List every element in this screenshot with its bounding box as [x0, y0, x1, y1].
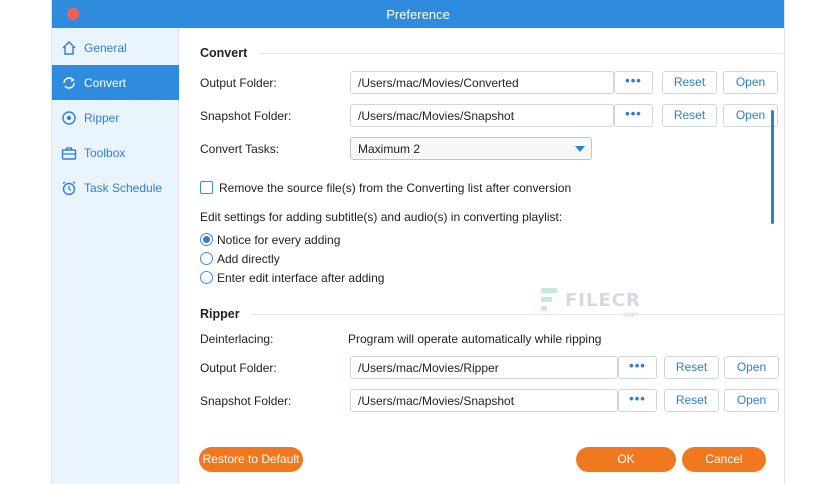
chevron-down-icon: [575, 146, 585, 152]
watermark-text: FILECR: [565, 289, 641, 311]
sidebar-item-convert[interactable]: [52, 65, 179, 100]
radio-label: Notice for every adding: [217, 233, 341, 247]
sidebar-item-task-schedule[interactable]: [52, 170, 179, 205]
convert-output-open-button[interactable]: Open: [723, 71, 778, 94]
deinterlacing-value: Program will operate automatically while ripping: [348, 332, 602, 346]
radio-notice-every-adding[interactable]: [200, 233, 213, 246]
title-bar: [52, 0, 784, 28]
convert-snapshot-field[interactable]: /Users/mac/Movies/Snapshot: [350, 104, 614, 127]
filecr-logo-icon: [537, 286, 559, 314]
ripper-snapshot-browse-button[interactable]: •••: [618, 389, 657, 412]
ok-button[interactable]: OK: [576, 447, 676, 472]
section-divider: [259, 53, 783, 54]
convert-snapshot-browse-button[interactable]: •••: [614, 104, 653, 127]
home-icon: [60, 39, 78, 57]
convert-output-label: Output Folder:: [200, 76, 277, 90]
radio-add-directly[interactable]: [200, 252, 213, 265]
deinterlacing-label: Deinterlacing:: [200, 332, 274, 346]
ripper-output-open-button[interactable]: Open: [724, 356, 779, 379]
sidebar-item-label: Ripper: [84, 110, 120, 125]
remove-source-label: Remove the source file(s) from the Converting list after conversion: [219, 181, 572, 195]
sidebar-item-general[interactable]: [52, 30, 179, 65]
preference-window: [51, 0, 785, 484]
sidebar-item-label: Task Schedule: [84, 180, 163, 195]
settings-panel: [179, 28, 784, 484]
remove-source-checkbox[interactable]: [200, 181, 213, 194]
clock-icon: [60, 179, 78, 197]
convert-tasks-label: Convert Tasks:: [200, 142, 280, 156]
ripper-output-label: Output Folder:: [200, 361, 277, 375]
radio-enter-edit-interface[interactable]: [200, 271, 213, 284]
ripper-output-reset-button[interactable]: Reset: [664, 356, 719, 379]
convert-icon: [60, 74, 78, 92]
convert-snapshot-label: Snapshot Folder:: [200, 109, 292, 123]
restore-default-button[interactable]: Restore to Default: [199, 447, 303, 472]
convert-snapshot-open-button[interactable]: Open: [723, 104, 778, 127]
watermark: [537, 286, 641, 319]
ripper-output-field[interactable]: /Users/mac/Movies/Ripper: [350, 356, 618, 379]
sidebar-item-ripper[interactable]: [52, 100, 179, 135]
window-title: Preference: [386, 7, 450, 22]
convert-output-field[interactable]: /Users/mac/Movies/Converted: [350, 71, 614, 94]
sidebar-item-toolbox[interactable]: [52, 135, 179, 170]
ripper-snapshot-label: Snapshot Folder:: [200, 394, 292, 408]
ripper-section-title: Ripper: [200, 307, 240, 321]
edit-settings-label: Edit settings for adding subtitle(s) and audio(s) in converting playlist:: [200, 210, 563, 224]
watermark-suffix: .com: [621, 310, 639, 319]
section-divider: [251, 314, 783, 315]
cancel-button[interactable]: Cancel: [682, 447, 766, 472]
ripper-icon: [60, 109, 78, 127]
radio-label: Enter edit interface after adding: [217, 271, 385, 285]
scrollbar[interactable]: [771, 110, 774, 224]
ripper-snapshot-field[interactable]: /Users/mac/Movies/Snapshot: [350, 389, 618, 412]
ripper-output-browse-button[interactable]: •••: [618, 356, 657, 379]
sidebar-item-label: Toolbox: [84, 145, 126, 160]
sidebar-item-label: Convert: [84, 75, 127, 90]
convert-output-reset-button[interactable]: Reset: [662, 71, 717, 94]
convert-output-browse-button[interactable]: •••: [614, 71, 653, 94]
convert-tasks-value: Maximum 2: [358, 142, 421, 156]
convert-tasks-select[interactable]: [350, 137, 592, 160]
sidebar-item-label: General: [84, 40, 127, 55]
ripper-snapshot-reset-button[interactable]: Reset: [664, 389, 719, 412]
sidebar: [52, 28, 179, 484]
radio-label: Add directly: [217, 252, 280, 266]
toolbox-icon: [60, 144, 78, 162]
convert-snapshot-reset-button[interactable]: Reset: [662, 104, 717, 127]
ripper-snapshot-open-button[interactable]: Open: [724, 389, 779, 412]
convert-section-title: Convert: [200, 46, 248, 60]
